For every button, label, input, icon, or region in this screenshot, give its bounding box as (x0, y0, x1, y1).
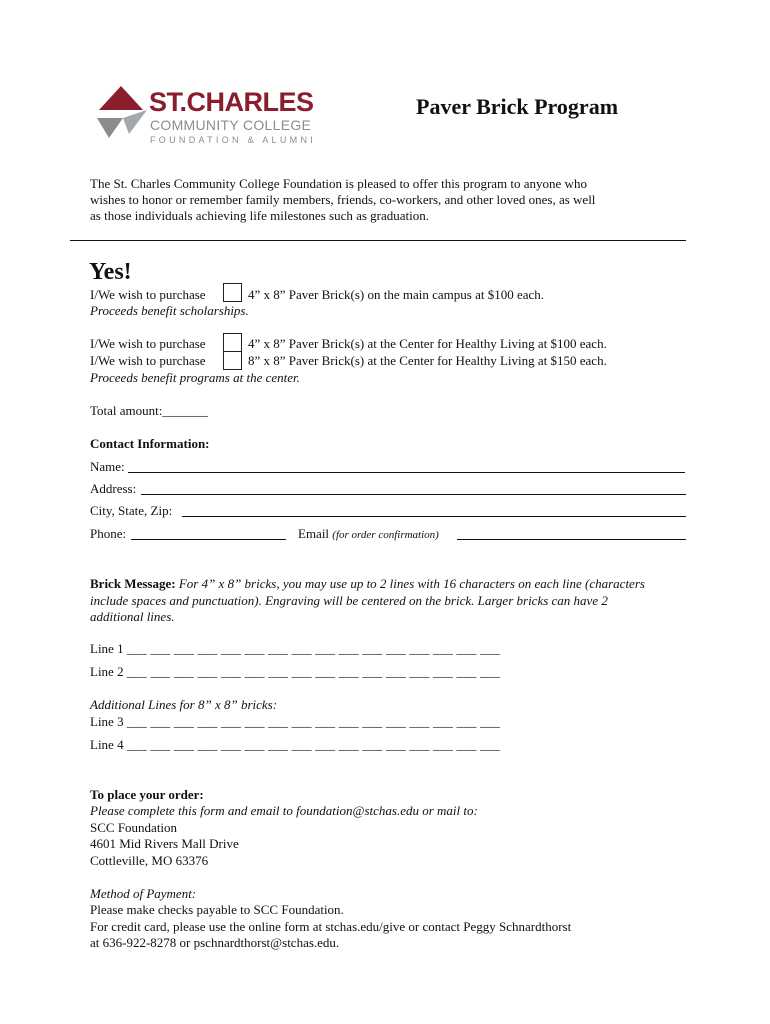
city-state-zip-field[interactable] (182, 516, 686, 517)
phone-field[interactable] (131, 539, 286, 540)
email-field[interactable] (457, 539, 686, 540)
payment-line-1: Please make checks payable to SCC Foundation. (90, 902, 344, 917)
college-logo (93, 84, 323, 148)
intro-line-2: wishes to honor or remember family members, friends, co-workers, and other loved ones, as well (90, 192, 596, 207)
order-instructions: Please complete this form and email to foundation@stchas.edu or mail to: (90, 803, 478, 818)
email-label: Email (298, 526, 330, 541)
engraving-line-2[interactable] (90, 664, 500, 680)
purchase-prefix-main: I/We wish to purchase (90, 287, 206, 302)
brick-message-text-2: include spaces and punctuation). Engraving will be centered on the brick. Larger bricks can have 2 (90, 593, 608, 608)
address-label: Address: (90, 481, 137, 496)
line-4-label: Line 4 (90, 737, 124, 752)
order-heading: To place your order: (90, 787, 204, 802)
name-field[interactable] (128, 472, 685, 473)
email-note: (for order confirmation) (332, 529, 439, 541)
line-1-label: Line 1 (90, 641, 124, 656)
scholarships-note: Proceeds benefit scholarships. (90, 303, 249, 318)
payment-line-2: For credit card, please use the online form at stchas.edu/give or contact Peggy Schnardthorst (90, 919, 572, 934)
phone-label: Phone: (90, 526, 127, 541)
brick-message-text-1: For 4” x 8” bricks, you may use up to 2 lines with 16 characters on each line (characters (178, 576, 645, 591)
brick-message-line-1 (90, 576, 645, 592)
logo-mark-icon (93, 84, 149, 140)
engraving-line-1[interactable] (90, 641, 500, 657)
email-label-group (298, 526, 439, 543)
main-campus-option: 4” x 8” Paver Brick(s) on the main campus at $100 each. (248, 287, 545, 302)
logo-subtitle: COMMUNITY COLLEGE (150, 117, 312, 133)
contact-heading: Contact Information: (90, 436, 210, 451)
divider (70, 240, 686, 241)
name-label: Name: (90, 459, 125, 474)
additional-lines-label: Additional Lines for 8” x 8” bricks: (90, 697, 278, 712)
engraving-line-3[interactable] (90, 714, 500, 730)
intro-line-3: as those individuals achieving life milestones such as graduation. (90, 208, 430, 223)
city-state-zip-label: City, State, Zip: (90, 503, 173, 518)
line-1-blanks[interactable]: ___ ___ ___ ___ ___ ___ ___ ___ ___ ___ ___ ___ ___ ___ ___ ___ (126, 641, 501, 656)
mailing-address-2: 4601 Mid Rivers Mall Drive (90, 836, 239, 851)
chl-8x8-option: 8” x 8” Paver Brick(s) at the Center for Healthy Living at $150 each. (248, 353, 607, 368)
page-title: Paver Brick Program (416, 94, 619, 119)
yes-heading: Yes! (89, 259, 132, 285)
address-field[interactable] (141, 494, 686, 495)
logo-name: ST.CHARLES (149, 87, 314, 117)
purchase-prefix-chl-8x8: I/We wish to purchase (90, 353, 206, 368)
programs-note: Proceeds benefit programs at the center. (90, 370, 300, 385)
purchase-prefix-chl-4x8: I/We wish to purchase (90, 336, 206, 351)
payment-heading: Method of Payment: (90, 886, 197, 901)
line-3-label: Line 3 (90, 714, 124, 729)
line-4-blanks[interactable]: ___ ___ ___ ___ ___ ___ ___ ___ ___ ___ ___ ___ ___ ___ ___ ___ (126, 737, 501, 752)
line-2-label: Line 2 (90, 664, 124, 679)
total-amount-field[interactable]: Total amount:_______ (90, 403, 208, 418)
quantity-box-chl-8x8[interactable] (223, 351, 242, 370)
quantity-box-chl-4x8[interactable] (223, 333, 242, 352)
mailing-address-3: Cottleville, MO 63376 (90, 853, 209, 868)
intro-line-1: The St. Charles Community College Foundation is pleased to offer this program to anyone who (90, 176, 587, 191)
line-3-blanks[interactable]: ___ ___ ___ ___ ___ ___ ___ ___ ___ ___ ___ ___ ___ ___ ___ ___ (126, 714, 501, 729)
mailing-address-1: SCC Foundation (90, 820, 178, 835)
engraving-line-4[interactable] (90, 737, 500, 753)
chl-4x8-option: 4” x 8” Paver Brick(s) at the Center for Healthy Living at $100 each. (248, 336, 607, 351)
logo-tagline: FOUNDATION & ALUMNI (150, 135, 317, 145)
brick-message-text-3: additional lines. (90, 609, 175, 624)
quantity-box-main-campus[interactable] (223, 283, 242, 302)
brick-message-label: Brick Message: (90, 576, 176, 591)
payment-line-3: at 636-922-8278 or pschnardthorst@stchas.edu. (90, 935, 340, 950)
line-2-blanks[interactable]: ___ ___ ___ ___ ___ ___ ___ ___ ___ ___ ___ ___ ___ ___ ___ ___ (126, 664, 501, 679)
